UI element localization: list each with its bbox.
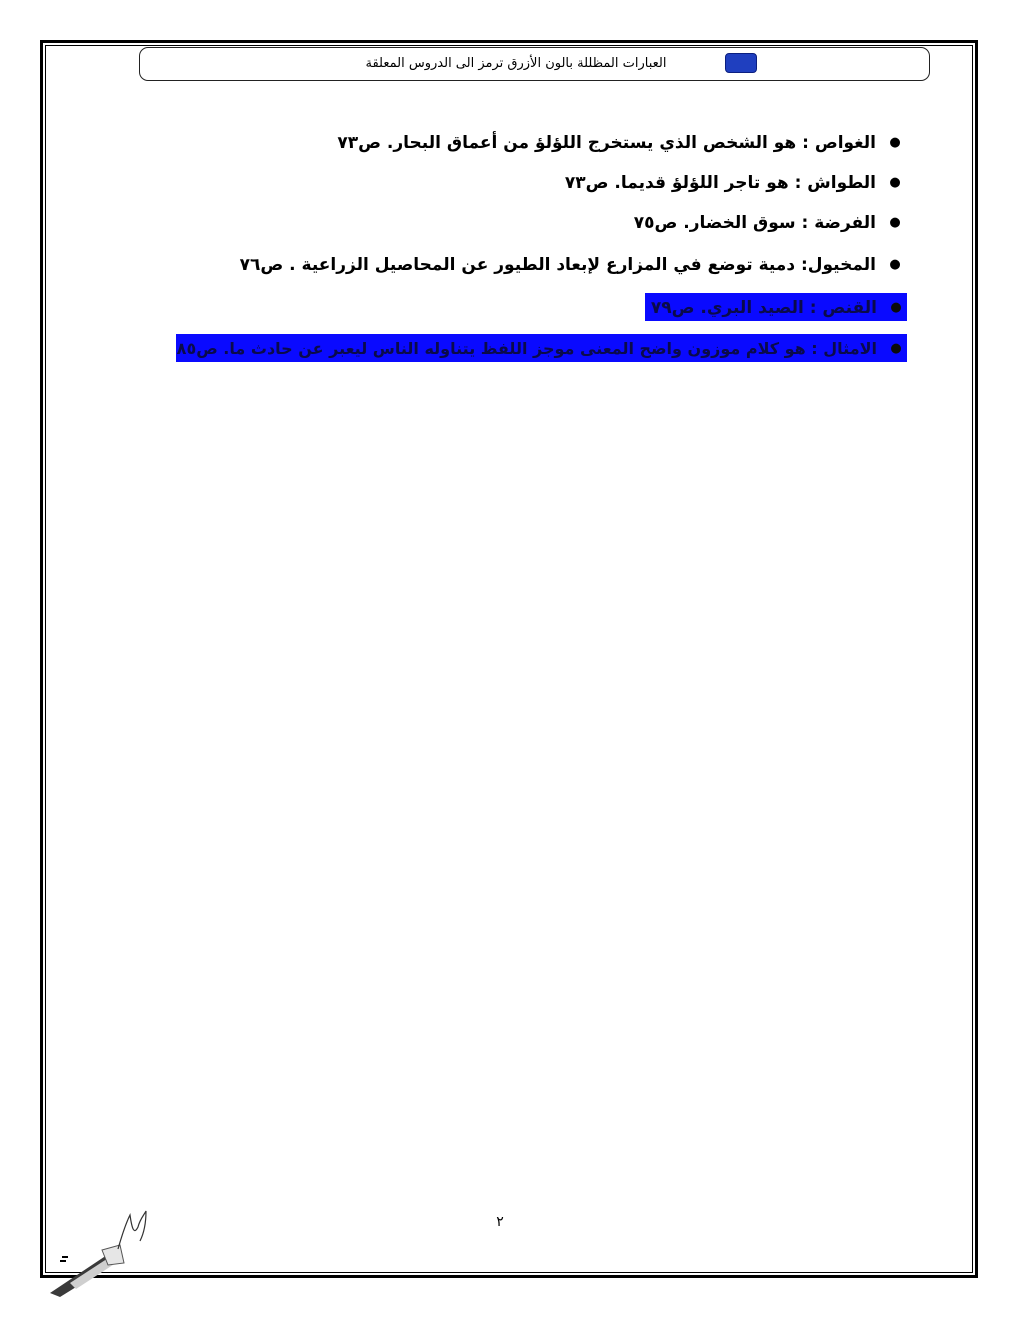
list-item-text: الامثال : هو كلام موزون واضح المعنى موجز اللفظ يتناوله الناس ليعبر عن حادث ما. ص٨٥	[176, 339, 877, 358]
page-number: ٢	[496, 1214, 504, 1230]
list-item-text: القنص : الصيد البري. ص٧٩	[650, 298, 877, 318]
list-item-text: الغواص : هو الشخص الذي يستخرج اللؤلؤ من أعماق البحار. ص٧٣	[337, 133, 876, 153]
bullet-icon: ●	[890, 300, 902, 315]
highlighted-list-item	[645, 293, 907, 321]
list-item	[266, 208, 906, 238]
highlighted-list-item	[176, 334, 907, 362]
bullet-icon: ●	[889, 215, 901, 230]
bullet-icon: ●	[890, 341, 902, 356]
list-item-text: الطواش : هو تاجر اللؤلؤ قديما. ص٧٣	[564, 173, 876, 193]
header-note: العبارات المظللة بالون الأزرق ترمز الى الدروس المعلقة	[365, 56, 667, 71]
quill-pen-icon	[40, 1205, 160, 1305]
bullet-icon: ●	[889, 257, 901, 272]
list-item	[226, 250, 906, 280]
bullet-icon: ●	[889, 175, 901, 190]
bullet-icon: ●	[889, 135, 901, 150]
blue-legend-swatch	[725, 53, 757, 73]
list-item-text: المخيول: دمية توضع في المزارع لإبعاد الطيور عن المحاصيل الزراعية . ص٧٦	[239, 255, 876, 275]
list-item	[266, 168, 906, 198]
list-item-text: الفرضة : سوق الخضار. ص٧٥	[633, 213, 876, 233]
list-item	[266, 128, 906, 158]
